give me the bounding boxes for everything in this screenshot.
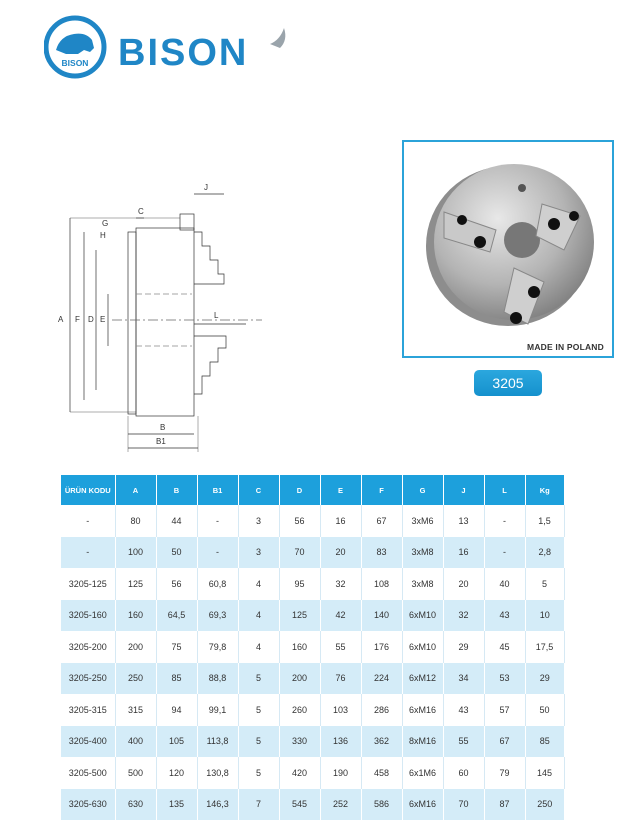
table-cell: - [197, 537, 238, 569]
table-cell: 586 [361, 789, 402, 821]
table-row [61, 568, 564, 600]
horn-icon [270, 28, 285, 48]
column-header: A [115, 475, 156, 505]
table-cell: 160 [279, 631, 320, 663]
column-header: G [402, 475, 443, 505]
table-cell: 94 [156, 694, 197, 726]
table-cell: 67 [484, 726, 525, 758]
logo-wordmark: BISON [118, 32, 249, 74]
chuck-photo [404, 142, 612, 332]
table-cell: 56 [279, 505, 320, 537]
table-cell: 330 [279, 726, 320, 758]
table-cell: - [484, 537, 525, 569]
table-cell: 79 [484, 757, 525, 789]
table-cell: 6xM16 [402, 694, 443, 726]
table-cell: 34 [443, 663, 484, 695]
table-cell: 100 [115, 537, 156, 569]
table-cell: 6xM16 [402, 789, 443, 821]
table-cell: 6xM12 [402, 663, 443, 695]
table-cell: 5 [238, 694, 279, 726]
table-cell: 190 [320, 757, 361, 789]
table-cell: 16 [443, 537, 484, 569]
column-header: J [443, 475, 484, 505]
column-header: C [238, 475, 279, 505]
table-row [61, 600, 564, 632]
table-cell: - [197, 505, 238, 537]
table-cell: 50 [156, 537, 197, 569]
table-cell: 42 [320, 600, 361, 632]
table-cell: 400 [115, 726, 156, 758]
table-cell: 55 [443, 726, 484, 758]
table-cell: 130,8 [197, 757, 238, 789]
table-cell: 3xM6 [402, 505, 443, 537]
label-a: A [58, 315, 64, 324]
table-cell: 3205-400 [61, 726, 115, 758]
table-cell: 105 [156, 726, 197, 758]
table-cell: 56 [156, 568, 197, 600]
label-b: B [160, 423, 166, 432]
model-badge: 3205 [474, 370, 542, 396]
label-j: J [204, 183, 208, 192]
table-cell: 146,3 [197, 789, 238, 821]
table-cell: 60 [443, 757, 484, 789]
table-cell: 315 [115, 694, 156, 726]
column-header: Kg [525, 475, 564, 505]
bison-icon [56, 34, 94, 54]
label-f: F [75, 315, 80, 324]
table-cell: 7 [238, 789, 279, 821]
table-cell: 3 [238, 537, 279, 569]
table-cell: 3205-630 [61, 789, 115, 821]
table-cell: 362 [361, 726, 402, 758]
table-cell: 6xM10 [402, 600, 443, 632]
table-cell: 3 [238, 505, 279, 537]
table-row [61, 631, 564, 663]
label-d: D [88, 315, 94, 324]
table-cell: 16 [320, 505, 361, 537]
table-cell: 85 [525, 726, 564, 758]
table-cell: 3205-160 [61, 600, 115, 632]
table-cell: 87 [484, 789, 525, 821]
upper-jaw [194, 232, 224, 284]
table-cell: - [61, 505, 115, 537]
table-cell: 20 [443, 568, 484, 600]
table-row [61, 694, 564, 726]
table-cell: 4 [238, 631, 279, 663]
table-cell: 75 [156, 631, 197, 663]
column-header: D [279, 475, 320, 505]
table-cell: 70 [443, 789, 484, 821]
table-cell: 95 [279, 568, 320, 600]
product-photo-frame [402, 140, 614, 358]
table-cell: - [484, 505, 525, 537]
table-cell: 630 [115, 789, 156, 821]
table-cell: 224 [361, 663, 402, 695]
table-cell: 5 [238, 726, 279, 758]
table-cell: 5 [238, 663, 279, 695]
table-cell: 3xM8 [402, 537, 443, 569]
table-cell: 3205-250 [61, 663, 115, 695]
table-cell: 83 [361, 537, 402, 569]
table-cell: 140 [361, 600, 402, 632]
table-cell: 113,8 [197, 726, 238, 758]
table-cell: 252 [320, 789, 361, 821]
table-cell: 88,8 [197, 663, 238, 695]
table-cell: 40 [484, 568, 525, 600]
table-cell: 6x1M6 [402, 757, 443, 789]
table-cell: 50 [525, 694, 564, 726]
table-cell: 4 [238, 600, 279, 632]
column-header: F [361, 475, 402, 505]
table-cell: 160 [115, 600, 156, 632]
table-cell: 108 [361, 568, 402, 600]
table-row [61, 663, 564, 695]
table-cell: 57 [484, 694, 525, 726]
table-cell: 60,8 [197, 568, 238, 600]
column-header: B1 [197, 475, 238, 505]
table-cell: 43 [443, 694, 484, 726]
label-l: L [214, 311, 219, 320]
table-cell: 250 [115, 663, 156, 695]
table-cell: 545 [279, 789, 320, 821]
column-header: ÜRÜN KODU [61, 475, 115, 505]
table-cell: 76 [320, 663, 361, 695]
bison-logo [44, 14, 294, 80]
table-cell: 286 [361, 694, 402, 726]
table-cell: 79,8 [197, 631, 238, 663]
table-cell: 29 [443, 631, 484, 663]
top-jaw-base [180, 214, 194, 230]
table-cell: 8xM16 [402, 726, 443, 758]
spec-table [61, 475, 565, 820]
table-cell: 135 [156, 789, 197, 821]
table-cell: 145 [525, 757, 564, 789]
table-header-row [61, 475, 564, 505]
column-header: L [484, 475, 525, 505]
table-cell: 136 [320, 726, 361, 758]
table-cell: 85 [156, 663, 197, 695]
lower-jaw [194, 336, 226, 394]
table-cell: 3205-315 [61, 694, 115, 726]
table-row [61, 505, 564, 537]
label-b1: B1 [156, 437, 166, 446]
logo-badge-text: BISON [61, 58, 89, 68]
table-cell: 1,5 [525, 505, 564, 537]
label-c: C [138, 207, 144, 216]
table-cell: 45 [484, 631, 525, 663]
chuck-body [136, 228, 194, 416]
chuck-face [128, 232, 136, 414]
table-cell: 69,3 [197, 600, 238, 632]
column-header: B [156, 475, 197, 505]
table-cell: 4 [238, 568, 279, 600]
table-cell: 99,1 [197, 694, 238, 726]
label-g: G [102, 219, 109, 228]
table-cell: 200 [279, 663, 320, 695]
table-cell: 67 [361, 505, 402, 537]
table-cell: 13 [443, 505, 484, 537]
table-cell: 120 [156, 757, 197, 789]
table-cell: 44 [156, 505, 197, 537]
label-e: E [100, 315, 106, 324]
table-cell: 32 [320, 568, 361, 600]
table-cell: 3205-500 [61, 757, 115, 789]
table-cell: - [61, 537, 115, 569]
table-cell: 55 [320, 631, 361, 663]
table-cell: 125 [115, 568, 156, 600]
table-cell: 176 [361, 631, 402, 663]
table-cell: 10 [525, 600, 564, 632]
table-cell: 500 [115, 757, 156, 789]
table-cell: 80 [115, 505, 156, 537]
table-cell: 43 [484, 600, 525, 632]
table-cell: 103 [320, 694, 361, 726]
made-in-caption: MADE IN POLAND [527, 342, 604, 352]
table-cell: 250 [525, 789, 564, 821]
table-cell: 29 [525, 663, 564, 695]
table-cell: 3205-200 [61, 631, 115, 663]
table-cell: 5 [525, 568, 564, 600]
column-header: E [320, 475, 361, 505]
table-cell: 32 [443, 600, 484, 632]
table-cell: 200 [115, 631, 156, 663]
table-cell: 53 [484, 663, 525, 695]
table-cell: 420 [279, 757, 320, 789]
table-cell: 125 [279, 600, 320, 632]
table-cell: 3205-125 [61, 568, 115, 600]
table-row [61, 757, 564, 789]
table-cell: 2,8 [525, 537, 564, 569]
table-cell: 70 [279, 537, 320, 569]
table-cell: 458 [361, 757, 402, 789]
technical-drawing [52, 176, 302, 460]
table-cell: 20 [320, 537, 361, 569]
table-row [61, 789, 564, 821]
table-row [61, 726, 564, 758]
table-row [61, 537, 564, 569]
label-h: H [100, 231, 106, 240]
table-cell: 260 [279, 694, 320, 726]
table-cell: 17,5 [525, 631, 564, 663]
table-cell: 64,5 [156, 600, 197, 632]
table-cell: 3xM8 [402, 568, 443, 600]
table-cell: 5 [238, 757, 279, 789]
table-cell: 6xM10 [402, 631, 443, 663]
